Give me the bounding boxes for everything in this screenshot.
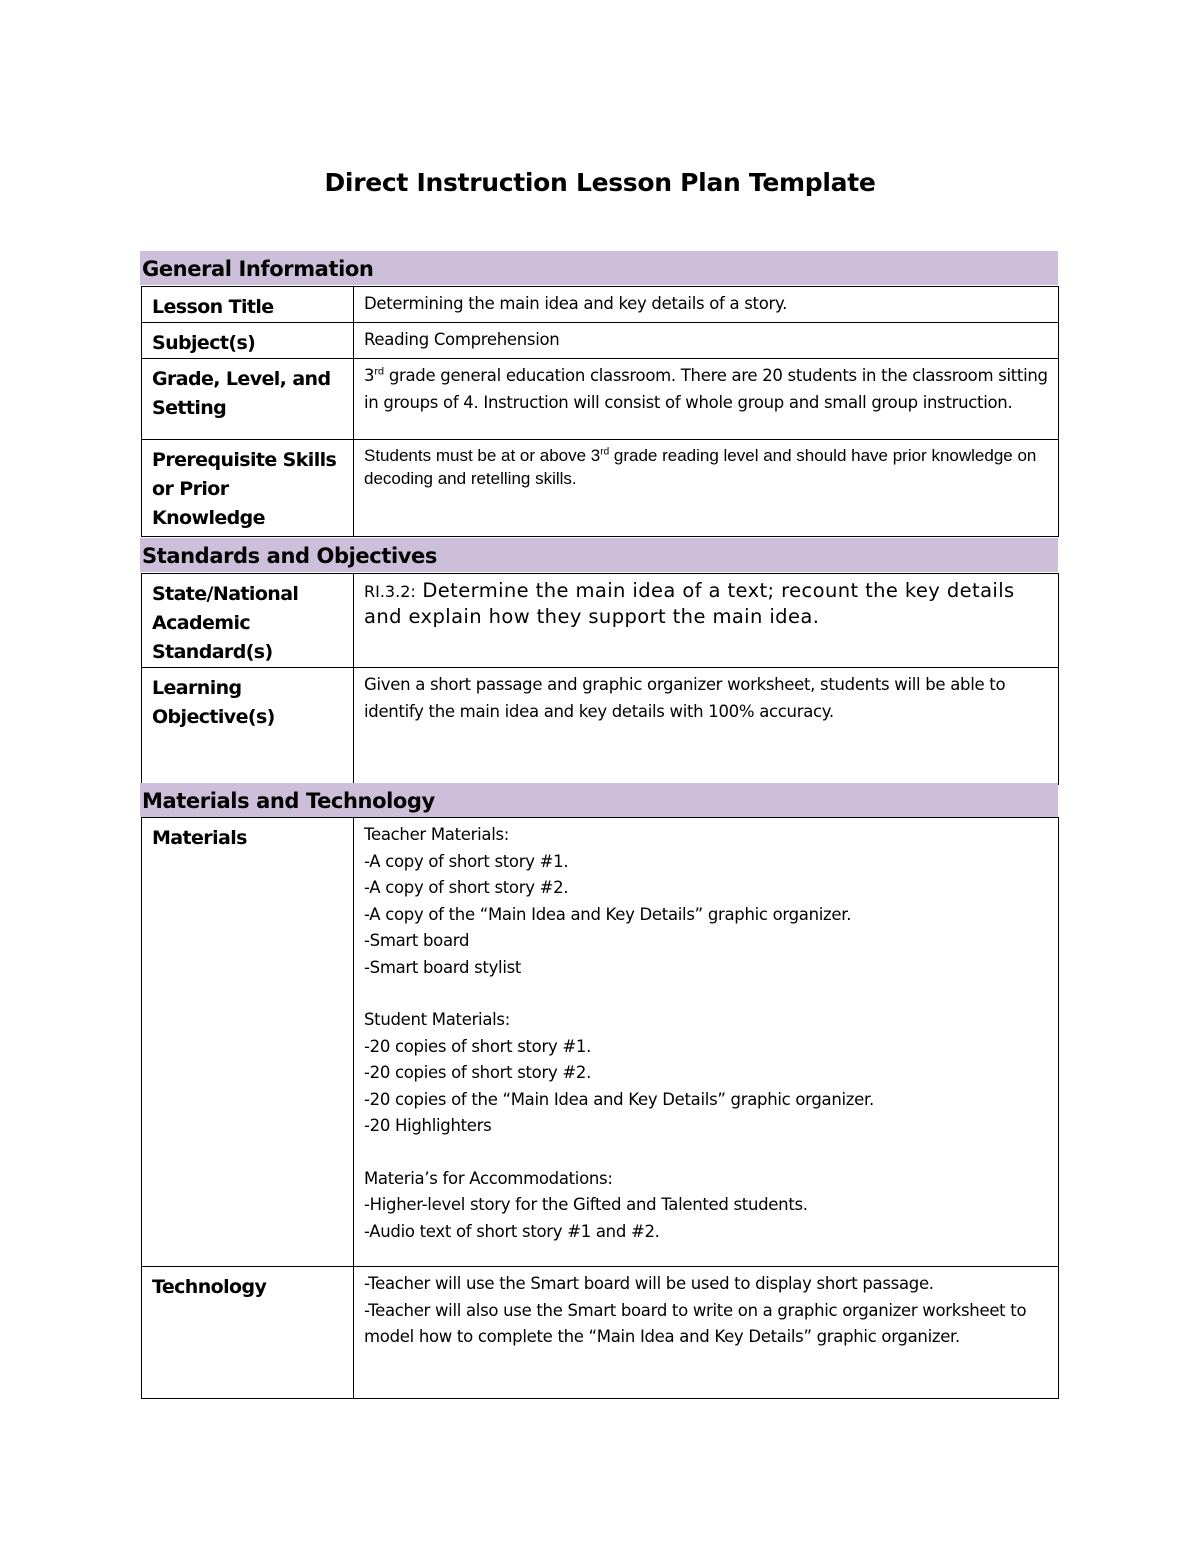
table-row	[142, 818, 1059, 1267]
learning-objectives-label: Learning Objective(s)	[142, 668, 354, 785]
table-row	[142, 440, 1059, 537]
learning-objectives-value: Given a short passage and graphic organizer worksheet, students will be able to identify the main idea and key details with 100% accuracy.	[354, 668, 1059, 785]
student-materials-heading: Student Materials:	[364, 1010, 510, 1029]
grade-number: 3	[364, 366, 375, 385]
list-item: -A copy of short story #2.	[364, 878, 569, 897]
list-item: -20 Highlighters	[364, 1116, 492, 1135]
technology-label: Technology	[142, 1267, 354, 1399]
list-item: -20 copies of short story #1.	[364, 1036, 592, 1056]
grade-description: grade general education classroom. There are 20 students in the classroom sitting in groups of 4. Instruction will consist of whole group and small group instruction.	[364, 366, 1048, 412]
list-item: -20 copies of the “Main Idea and Key Details” graphic organizer.	[364, 1089, 874, 1109]
table-row	[142, 323, 1059, 359]
spacer	[364, 981, 1048, 1007]
list-item: -A copy of short story #1.	[364, 851, 569, 871]
list-item: -Teacher will use the Smart board will be used to display short passage.	[364, 1274, 934, 1293]
lesson-title-value: Determining the main idea and key details of a story.	[354, 287, 1059, 323]
list-item: -Audio text of short story #1 and #2.	[364, 1221, 660, 1241]
lesson-title-label: Lesson Title	[142, 287, 354, 323]
grade-ordinal: rd	[374, 366, 384, 378]
list-item: -Teacher will also use the Smart board to write on a graphic organizer worksheet to model how to complete the “Main Idea and Key Details” graphic organizer.	[364, 1300, 1027, 1346]
materials-technology-table	[141, 817, 1059, 1399]
general-information-table	[141, 286, 1059, 537]
accommodations-heading: Materia’s for Accommodations:	[364, 1168, 613, 1188]
section-header-standards-objectives: Standards and Objectives	[140, 538, 1058, 572]
page-title: Direct Instruction Lesson Plan Template	[324, 168, 876, 197]
table-row	[142, 359, 1059, 440]
table-row	[142, 574, 1059, 668]
technology-value	[354, 1267, 1059, 1399]
materials-label: Materials	[142, 818, 354, 1267]
list-item: -20 copies of short story #2.	[364, 1063, 592, 1082]
list-item: -A copy of the “Main Idea and Key Details” graphic organizer.	[364, 904, 852, 924]
subjects-value: Reading Comprehension	[354, 323, 1059, 359]
table-row	[142, 668, 1059, 785]
standards-objectives-table	[141, 573, 1059, 785]
prerequisite-value	[354, 440, 1059, 537]
list-item: -Higher-level story for the Gifted and Talented students.	[364, 1195, 808, 1214]
standard-code: RI.3.2:	[364, 582, 416, 601]
table-row	[142, 1267, 1059, 1399]
prerequisite-label: Prerequisite Skills or Prior Knowledge	[142, 440, 354, 537]
list-item: -Smart board	[364, 931, 470, 950]
subjects-label: Subject(s)	[142, 323, 354, 359]
spacer	[364, 1140, 1048, 1166]
teacher-materials-heading: Teacher Materials:	[364, 825, 510, 844]
prerequisite-text-rest: grade reading level and should have prior knowledge on decoding and retelling skills.	[364, 446, 1037, 488]
grade-level-setting-value	[354, 359, 1059, 440]
materials-value	[354, 818, 1059, 1267]
standard-text: Determine the main idea of a text; recount the key details and explain how they support the main idea.	[364, 579, 1015, 628]
section-header-materials-technology: Materials and Technology	[140, 783, 1058, 817]
section-header-general-information: General Information	[140, 251, 1058, 285]
state-standard-value	[354, 574, 1059, 668]
list-item: -Smart board stylist	[364, 957, 522, 977]
prerequisite-text-start: Students must be at or above 3	[364, 446, 601, 465]
prerequisite-ordinal: rd	[600, 446, 610, 458]
state-standard-label: State/National Academic Standard(s)	[142, 574, 354, 668]
grade-level-setting-label: Grade, Level, and Setting	[142, 359, 354, 440]
table-row	[142, 287, 1059, 323]
